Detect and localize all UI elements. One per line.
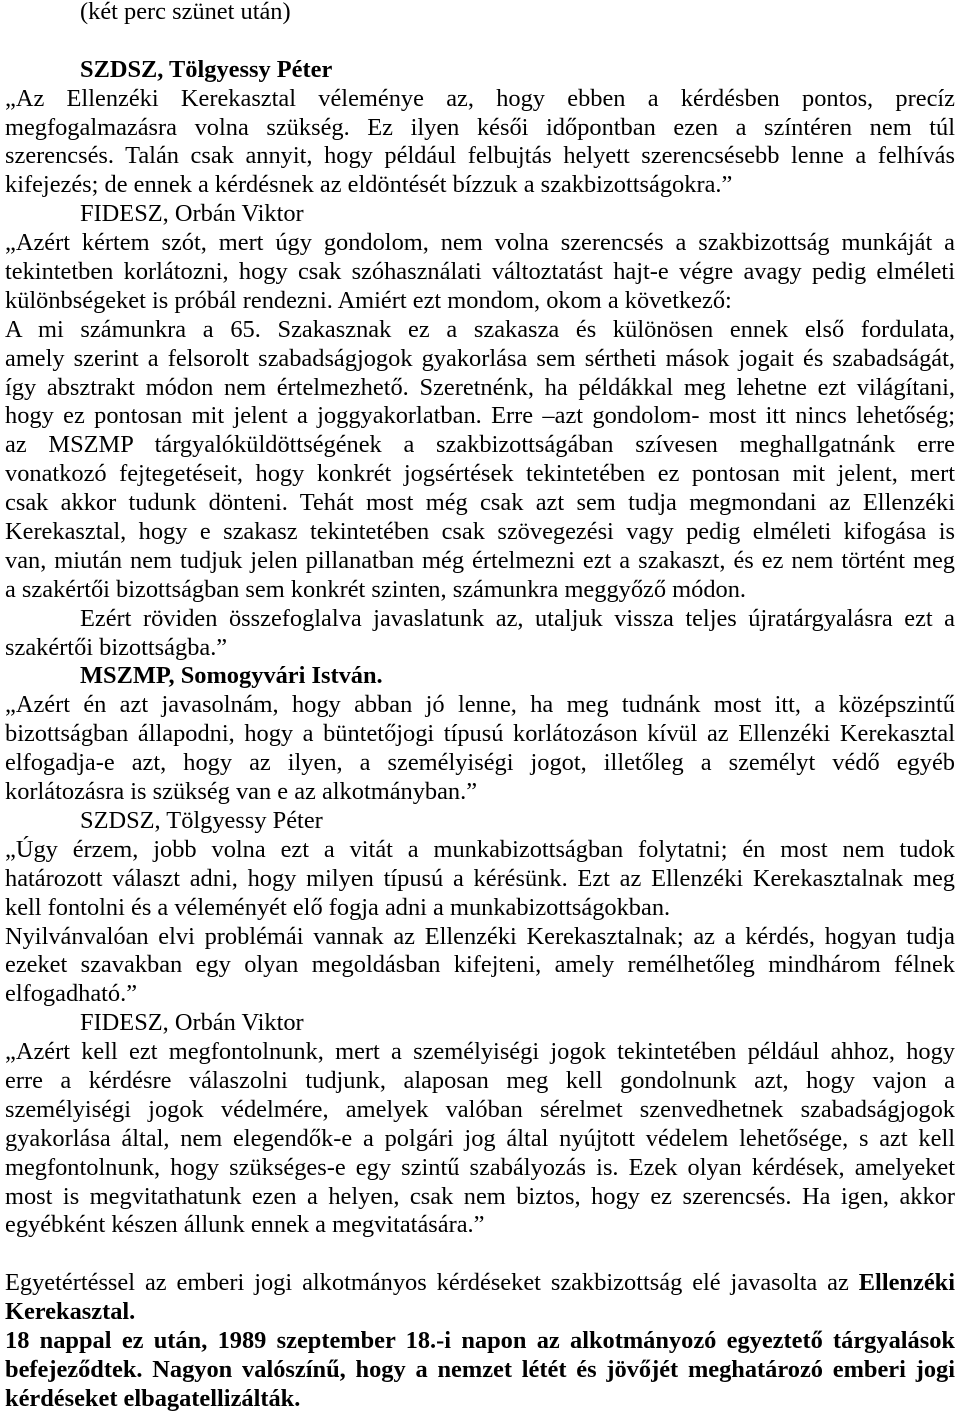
text-line: Nyilvánvalóan elvi problémái vannak az Ellenzéki Kerekasztalnak; az a kérdés, hogyan tudja (5, 922, 955, 950)
text-line: „Azért kértem szót, mert úgy gondolom, nem volna szerencsés a szakbizottság munkáját a (5, 229, 955, 257)
text-line: van, miután nem tudjuk jelen pillanatban még értelmezni ezt a szakaszt, és ez nem történt meg (5, 546, 955, 574)
text-line: kell fontolni és a véleményét elő fogja adni a munkabizottságokban. (5, 893, 671, 921)
closing-line: 18 nappal ez után, 1989 szeptember 18.-i napon az alkotmányozó egyeztető tárgyalások (5, 1326, 955, 1354)
text-line: Kerekasztal, hogy e szakasz tekintetében csak szövegezési vagy pedig elméleti kifogása is (5, 518, 955, 546)
speaker-name: SZDSZ, Tölgyessy Péter (80, 806, 323, 834)
speaker-name: FIDESZ, Orbán Viktor (80, 200, 304, 228)
text-line: Ezért röviden összefoglalva javaslatunk az, utaljuk vissza teljes újratárgyalásra ezt a (80, 604, 955, 632)
text-line: kifejezés; de ennek a kérdésnek az eldöntését bízzuk a szakbizottságokra.” (5, 171, 733, 199)
text-line: vonatkozó fejtegetéseit, hogy konkrét jogsértések tekintetében ez pontosan mit jelent, mert (5, 460, 955, 488)
text-line: az MSZMP tárgyalóküldöttségének a szakbizottságában szívesen meghallgatnánk erre (5, 431, 955, 459)
text-line: a szakértői bizottságban sem konkrét szinten, számunkra meggyőző módon. (5, 575, 746, 603)
text-line: „Azért én azt javasolnám, hogy abban jó lenne, ha meg tudnánk most itt, a középszintű (5, 691, 955, 719)
exchange (5, 1009, 955, 1240)
blank-line (5, 1240, 955, 1269)
text-line: tekintetben korlátozni, hogy csak szóhasználati változtatást hajt-e végre avagy pedig elméleti (5, 258, 955, 286)
text-line: elfogadható.” (5, 980, 138, 1008)
exchange (5, 200, 955, 662)
text-line: egyébként készen állunk ennek a megvitatására.” (5, 1211, 485, 1239)
text-line: személyiségi jogok védelmére, amelyek valóban sérelmet szenvedhetnek szabadságjogok (5, 1095, 955, 1123)
text-line: szakértői bizottságba.” (5, 633, 228, 661)
conclusion-text: Egyetértéssel az emberi jogi alkotmányos kérdéseket szakbizottság elé javasolta az (5, 1269, 849, 1297)
text-line: erre a kérdésre válaszolni tudjunk, alaposan meg kell gondolnunk azt, hogy vajon a (5, 1066, 955, 1094)
closing-line: befejeződtek. Nagyon valószínű, hogy a nemzet létét és jövőjét meghatározó emberi jogi (5, 1355, 955, 1383)
text-line: gyakorlása által, nem elegendők-e a polgári jog által nyújtott védelem lehetősége, s azt kell (5, 1124, 955, 1152)
conclusion (5, 1269, 955, 1413)
text-line: csak akkor tudunk dönteni. Tehát most még csak azt sem tudja megmondani az Ellenzéki (5, 489, 955, 517)
text-line: „Azért kell ezt megfontolnunk, mert a személyiségi jogok tekintetében például ahhoz, hogy (5, 1038, 955, 1066)
text-line: hogy ez pontosan mit jelent a joggyakorlatban. Erre –azt gondolom- most itt nincs lehetőség; (5, 402, 955, 430)
text-line: most is megvitathatunk ezen a helyen, csak nem biztos, hogy ez szerencsés. Ha igen, akkor (5, 1182, 955, 1210)
text-line: bizottságban állapodni, hogy a büntetőjogi típusú korlátozáson kívül az Ellenzéki Kerekasztal (5, 720, 955, 748)
speaker-name: FIDESZ, Orbán Viktor (80, 1009, 304, 1037)
text-line: A mi számunkra a 65. Szakasznak ez a szakasza és különösen ennek első fordulata, (5, 315, 955, 343)
pause-note: (két perc szünet után) (80, 0, 291, 25)
closing-line: kérdéseket elbagatellizálták. (5, 1384, 301, 1412)
exchange (5, 807, 955, 1009)
text-line: amely szerint a felsorolt szabadságjogok gyakorlása sem sértheti mások jogait és szabadságát, (5, 344, 955, 372)
text-line: „Az Ellenzéki Kerekasztal véleménye az, hogy ebben a kérdésben pontos, precíz (5, 84, 955, 112)
text-line: határozott választ adni, hogy milyen típusú a kérésünk. Ezt az Ellenzéki Kerekasztalnak meg (5, 864, 955, 892)
blank-line (5, 27, 955, 56)
conclusion-line: Kerekasztal. (5, 1298, 136, 1326)
document-page (5, 0, 955, 1414)
text-line: elfogadja-e azt, hogy az ilyen, a személyiségi jogot, illetőleg a személyt védő egyéb (5, 749, 955, 777)
text-line: „Úgy érzem, jobb volna ezt a vitát a munkabizottságban folytatni; én most nem tudok (5, 835, 955, 863)
speaker-name: SZDSZ, Tölgyessy Péter (80, 55, 333, 83)
exchange (5, 662, 955, 806)
text-line: különbségeket is próbál rendezni. Amiért ezt mondom, okom a következő: (5, 286, 732, 314)
text-line: ezeket szavakban egy olyan megoldásban kifejteni, amely remélhetőleg mindhárom félnek (5, 951, 955, 979)
text-line: szerencsés. Talán csak annyit, hogy például felbujtás helyett szerencsésebb lenne a felhívás (5, 142, 955, 170)
text-line: így absztrakt módon nem értelmezhető. Szeretnénk, ha példákkal meg lehetne ezt világítani, (5, 373, 955, 401)
exchange (5, 56, 955, 200)
text-line: megfontolnunk, hogy szükséges-e egy szintű szabályozás is. Ezek olyan kérdések, amelyeket (5, 1153, 955, 1181)
text-line: korlátozásra is szükség van e az alkotmányban.” (5, 778, 478, 806)
speaker-name: MSZMP, Somogyvári István. (80, 662, 383, 690)
conclusion-emphasis: Ellenzéki (858, 1269, 955, 1297)
text-line: megfogalmazásra volna szükség. Ez ilyen késői időpontban ezen a színtéren nem túl (5, 113, 955, 141)
conclusion-line (5, 1269, 955, 1298)
